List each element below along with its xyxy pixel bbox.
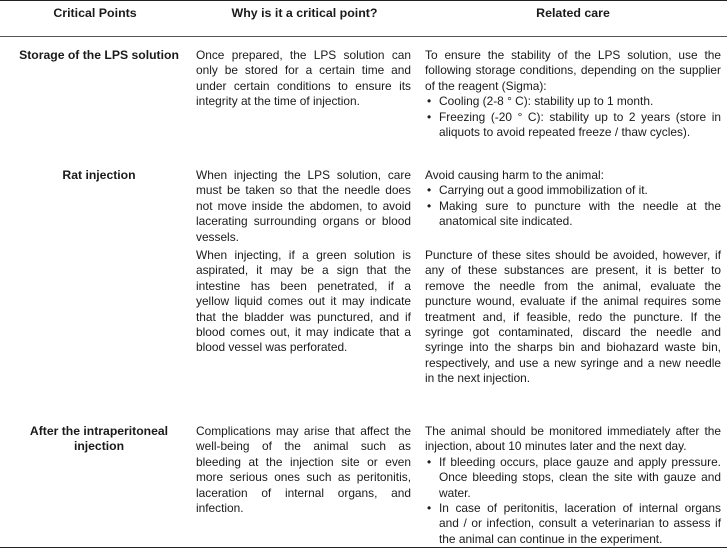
header-row — [0, 1, 727, 37]
why-cell — [190, 163, 419, 245]
care-intro: The animal should be monitored immediately after the injection, about 10 minutes later and the next day. — [425, 424, 721, 454]
table-row-storage — [0, 37, 727, 164]
care-bullet-item — [425, 110, 721, 141]
table-body — [0, 37, 727, 548]
care-bullet-item — [425, 501, 721, 547]
why-text: Once prepared, the LPS solution can only be stored for a certain time and under certain conditions to ensure its integrity at the time of injection. — [196, 48, 411, 109]
header-why: Why is it a critical point? — [190, 1, 419, 37]
care-intro: To ensure the stability of the LPS solution, use the following storage conditions, depending on the supplier of the reagent (Sigma): — [425, 48, 721, 93]
care-bullet-item — [425, 199, 721, 230]
why-cell — [190, 245, 419, 421]
bullet-icon: • — [427, 454, 432, 469]
care-text: Puncture of these sites should be avoided, however, if any of these substances are present, it is better to remove the needle from the animal, evaluate the puncture wound, evaluate if the animal requires some treatment and, if feasible, redo the puncture. If the syringe got contaminated, discard the needle and syringe into the sharps bin and biohazard waste bin, respectively, and use a new syringe and a new needle in the next injection. — [425, 248, 721, 386]
bullet-icon: • — [427, 198, 432, 213]
why-text: When injecting, if a green solution is aspirated, it may be a sign that the intestine has been penetrated, if a yellow liquid comes out it may indicate that the bladder was punctured, and if blood comes out, it may indicate that a blood vessel was perforated. — [196, 248, 411, 355]
care-bullet-item — [425, 455, 721, 501]
care-bullet-text: Cooling (2-8 ° C): stability up to 1 month. — [439, 94, 654, 109]
table-row-rat-injection-aspiration — [0, 245, 727, 421]
care-cell — [419, 245, 727, 421]
table-row-rat-injection — [0, 163, 727, 245]
care-cell — [419, 37, 727, 164]
care-bullet-list — [425, 183, 721, 229]
critical-point-cell: Rat injection — [62, 168, 136, 182]
bullet-icon: • — [427, 109, 432, 124]
care-bullet-text: Making sure to puncture with the needle at the anatomical site indicated. — [439, 198, 721, 229]
why-cell — [190, 37, 419, 164]
bullet-icon: • — [427, 183, 432, 198]
table-header — [0, 1, 727, 37]
why-text: Complications may arise that affect the well-being of the animal such as bleeding at the injection site or even more serious ones such as peritonitis, laceration of internal organs, and infection. — [196, 424, 411, 516]
care-cell — [419, 421, 727, 548]
care-bullet-item — [425, 94, 721, 109]
critical-point-cell: Storage of the LPS solution — [19, 48, 179, 62]
care-bullet-item — [425, 183, 721, 198]
why-cell — [190, 421, 419, 548]
why-text: When injecting the LPS solution, care must be taken so that the needle does not move inside the abdomen, to avoid lacerating surrounding organs or blood vessels. — [196, 168, 411, 244]
header-related-care: Related care — [419, 1, 727, 37]
table-row-after-injection — [0, 421, 727, 548]
critical-point-cell-empty — [0, 245, 190, 421]
header-critical-points: Critical Points — [0, 1, 190, 37]
care-bullet-text: Carrying out a good immobilization of it. — [439, 183, 648, 198]
bullet-icon: • — [427, 94, 432, 109]
critical-point-cell: After the intraperitoneal injection — [0, 421, 190, 548]
care-bullet-text: If bleeding occurs, place gauze and apply pressure. Once bleeding stops, clean the site with gauze and water. — [439, 454, 721, 500]
bullet-icon: • — [427, 501, 432, 516]
care-intro: Avoid causing harm to the animal: — [425, 168, 604, 182]
care-bullet-text: Freezing (-20 ° C): stability up to 2 years (store in aliquots to avoid repeated freeze / thaw cycles). — [439, 109, 721, 140]
care-bullet-list — [425, 94, 721, 140]
care-bullet-text: In case of peritonitis, laceration of internal organs and / or infection, consult a veterinarian to assess if the animal can continue in the experiment. — [439, 501, 721, 546]
care-bullet-list — [425, 455, 721, 547]
care-cell — [419, 163, 727, 245]
